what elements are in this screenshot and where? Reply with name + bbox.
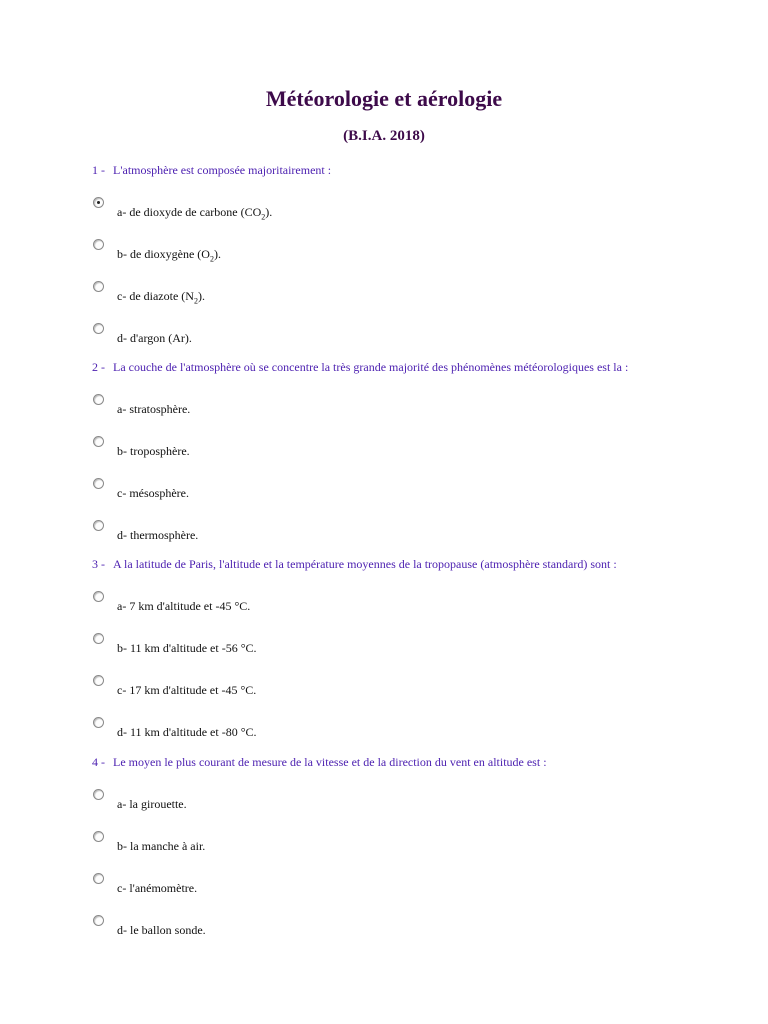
subscript: 2 [193,296,198,306]
radio-button-icon[interactable] [93,789,104,800]
answer-label: d- le ballon sonde. [117,923,206,937]
question-text: Le moyen le plus courant de mesure de la vitesse et de la direction du vent en altitude est : [113,755,547,769]
question-4 [92,755,547,770]
radio-button-icon[interactable] [93,478,104,489]
answer-label: c- l'anémomètre. [117,881,198,895]
radio-button-icon[interactable] [93,520,104,531]
radio-button-icon[interactable] [93,436,104,447]
question-3 [92,557,617,572]
radio-button-icon[interactable] [93,717,104,728]
radio-button-icon[interactable] [93,873,104,884]
answer-label: c- mésosphère. [117,486,189,500]
radio-button-icon[interactable] [93,675,104,686]
subscript: 2 [261,212,266,222]
radio-button-icon[interactable] [93,239,104,250]
answer-label: a- la girouette. [117,797,187,811]
answer-label: b- de dioxygène $(O_2)$. [117,247,221,264]
radio-button-icon[interactable] [93,197,104,208]
answer-label: b- la manche à air. [117,839,206,853]
radio-button-icon[interactable] [93,831,104,842]
question-1 [92,163,331,178]
subscript: 2 [209,254,214,264]
question-number: 3 - [92,557,105,571]
question-number: 1 - [92,163,105,177]
radio-button-icon[interactable] [93,915,104,926]
question-number: 2 - [92,360,105,374]
question-text: A la latitude de Paris, l'altitude et la température moyennes de la tropopause (atmosphère standard) sont : [113,557,617,571]
answer-label: c- de diazote $(N_2)$. [117,289,205,306]
answer-label: b- 11 km d'altitude et -56 °C. [117,641,257,655]
question-number: 4 - [92,755,105,769]
radio-button-icon[interactable] [93,633,104,644]
answer-label: a- stratosphère. [117,402,191,416]
question-text: L'atmosphère est composée majoritairement : [113,163,332,177]
radio-button-icon[interactable] [93,323,104,334]
answer-label: d- thermosphère. [117,528,199,542]
radio-button-icon[interactable] [93,281,104,292]
answer-label: d- d'argon (Ar). [117,331,192,345]
question-2 [92,360,628,375]
answer-label: a- 7 km d'altitude et -45 °C. [117,599,251,613]
radio-button-icon[interactable] [93,591,104,602]
answer-label: c- 17 km d'altitude et -45 °C. [117,683,257,697]
question-text: La couche de l'atmosphère où se concentre la très grande majorité des phénomènes météorologiques est la : [113,360,629,374]
radio-button-icon[interactable] [93,394,104,405]
page-subtitle: (B.I.A. 2018) [343,128,425,144]
answer-label: b- troposphère. [117,444,190,458]
answer-label: a- de dioxyde de carbone $(CO_2)$. [117,205,273,222]
answer-label: d- 11 km d'altitude et -80 °C. [117,725,257,739]
page-title: Météorologie et aérologie [265,86,503,111]
